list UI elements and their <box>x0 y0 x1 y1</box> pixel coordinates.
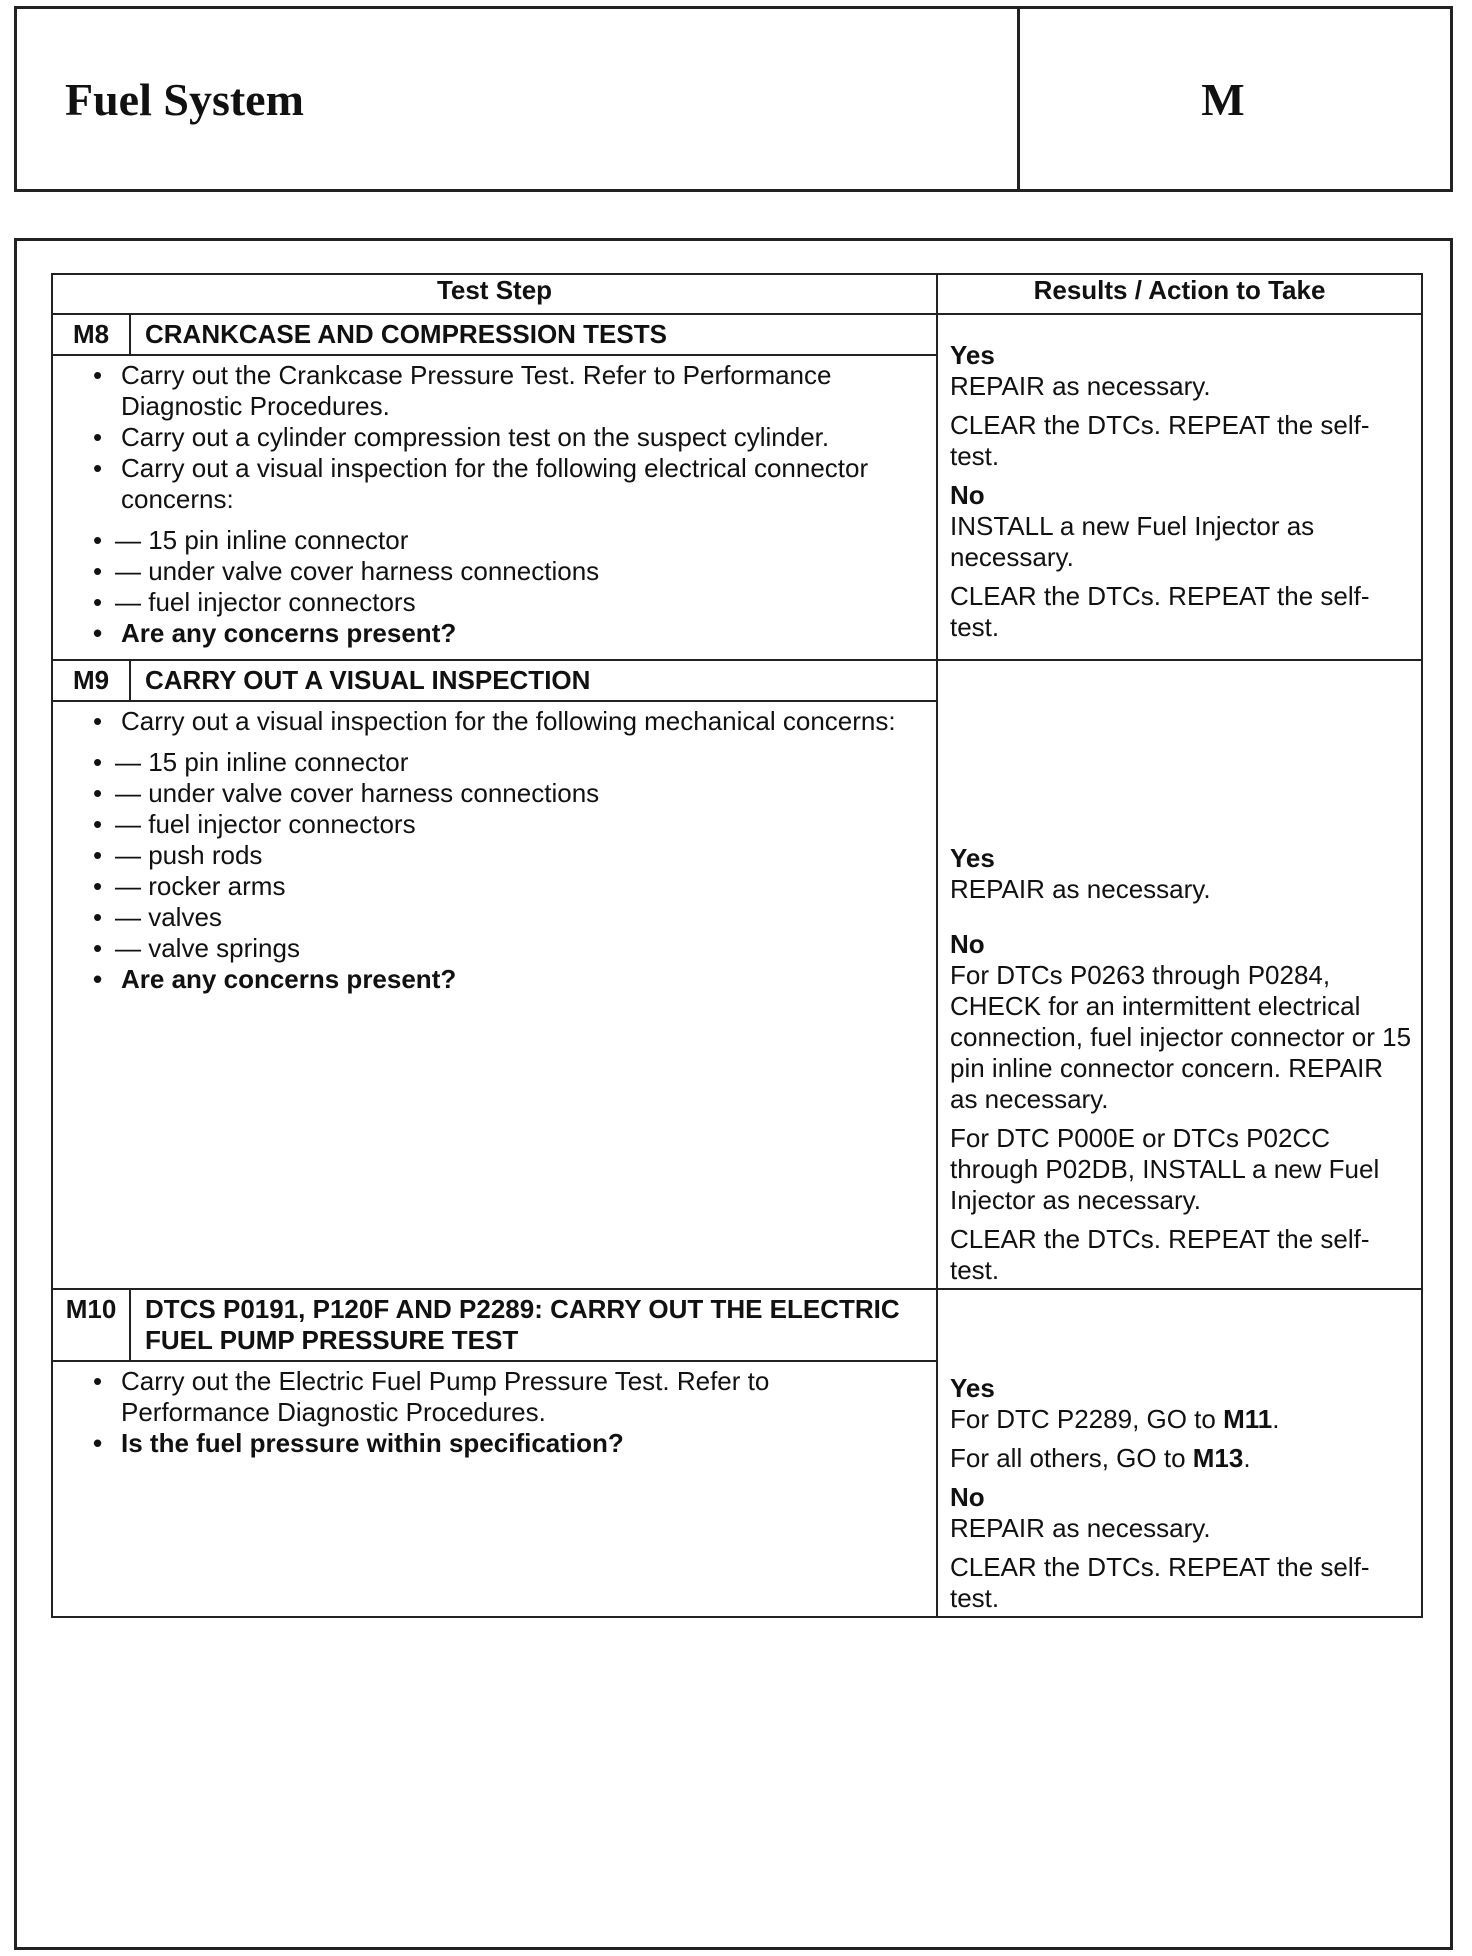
step-reference: M11 <box>1223 1404 1273 1434</box>
yes-label: Yes <box>950 1373 995 1403</box>
results-header: Results / Action to Take <box>937 274 1422 314</box>
page-title: Fuel System <box>17 9 1020 189</box>
step-results <box>937 1289 1422 1617</box>
result-text: CLEAR the DTCs. REPEAT the self-test. <box>950 1224 1370 1285</box>
step-instruction: • Carry out the Electric Fuel Pump Pressure Test. Refer to Performance Diagnostic Procedures. <box>67 1366 922 1428</box>
result-text: For DTC P000E or DTCs P02CC through P02DB, INSTALL a new Fuel Injector as necessary. <box>950 1123 1380 1215</box>
step-results <box>937 314 1422 660</box>
step-question: • Are any concerns present? <box>67 618 922 649</box>
dash-item: • — fuel injector connectors <box>67 809 922 840</box>
dash-item: • — push rods <box>67 840 922 871</box>
result-text: For DTC P2289, GO to M11. <box>950 1404 1280 1434</box>
step-results <box>937 660 1422 1289</box>
step-id: M10 <box>52 1289 130 1361</box>
result-text: CLEAR the DTCs. REPEAT the self-test. <box>950 1552 1370 1613</box>
result-text: For DTCs P0263 through P0284, CHECK for an intermittent electrical connection, fuel injector connector or 15 pin inline connector concern. REPAIR as necessary. <box>950 960 1412 1114</box>
step-body <box>52 355 937 660</box>
step-instruction-text: Carry out a visual inspection for the following mechanical concerns: <box>121 706 896 736</box>
test-step-table <box>51 273 1423 1618</box>
step-title: CARRY OUT A VISUAL INSPECTION <box>130 660 937 701</box>
dash-item: • — fuel injector connectors <box>67 587 922 618</box>
dash-item: • — 15 pin inline connector <box>67 747 922 778</box>
step-question: • Are any concerns present? <box>67 964 922 995</box>
no-label: No <box>950 1482 985 1512</box>
step-reference: M13 <box>1192 1443 1244 1473</box>
step-id: M9 <box>52 660 130 701</box>
step-instruction <box>67 453 922 618</box>
dash-item: • — valve springs <box>67 933 922 964</box>
result-text-prefix: For all others, GO to <box>950 1443 1186 1473</box>
step-body <box>52 701 937 1289</box>
no-label: No <box>950 929 985 959</box>
table-header-row <box>52 274 1422 314</box>
step-instruction: • Carry out a cylinder compression test on the suspect cylinder. <box>67 422 922 453</box>
result-text: REPAIR as necessary. <box>950 874 1211 904</box>
step-instruction: • Carry out the Crankcase Pressure Test. Refer to Performance Diagnostic Procedures. <box>67 360 922 422</box>
result-text: REPAIR as necessary. <box>950 1513 1211 1543</box>
no-label: No <box>950 479 985 510</box>
step-title: CRANKCASE AND COMPRESSION TESTS <box>130 314 937 355</box>
step-instruction-text: Carry out a visual inspection for the following electrical connector concerns: <box>121 453 869 514</box>
yes-label: Yes <box>950 843 995 873</box>
dash-item: • — 15 pin inline connector <box>67 525 922 556</box>
step-title: DTCS P0191, P120F AND P2289: CARRY OUT THE ELECTRIC FUEL PUMP PRESSURE TEST <box>130 1289 937 1361</box>
result-text-prefix: For DTC P2289, GO to <box>950 1404 1216 1434</box>
step-title-row <box>52 660 1422 701</box>
step-id: M8 <box>52 314 130 355</box>
result-text: REPAIR as necessary. <box>950 370 1211 401</box>
step-title-row <box>52 314 1422 355</box>
test-step-header: Test Step <box>52 274 937 314</box>
dash-item: • — valves <box>67 902 922 933</box>
page-header <box>14 6 1453 192</box>
dash-item: • — rocker arms <box>67 871 922 902</box>
dash-item: • — under valve cover harness connections <box>67 556 922 587</box>
result-text: CLEAR the DTCs. REPEAT the self-test. <box>950 580 1370 642</box>
step-title-row <box>52 1289 1422 1361</box>
step-instruction <box>67 706 922 964</box>
step-question: • Is the fuel pressure within specification? <box>67 1428 922 1459</box>
dash-item: • — under valve cover harness connections <box>67 778 922 809</box>
result-text: CLEAR the DTCs. REPEAT the self-test. <box>950 409 1370 471</box>
step-body <box>52 1361 937 1617</box>
result-text: For all others, GO to M13. <box>950 1443 1251 1473</box>
yes-label: Yes <box>950 339 995 370</box>
result-text: INSTALL a new Fuel Injector as necessary. <box>950 510 1315 572</box>
section-letter: M <box>1201 73 1245 125</box>
content-frame <box>14 238 1453 1950</box>
